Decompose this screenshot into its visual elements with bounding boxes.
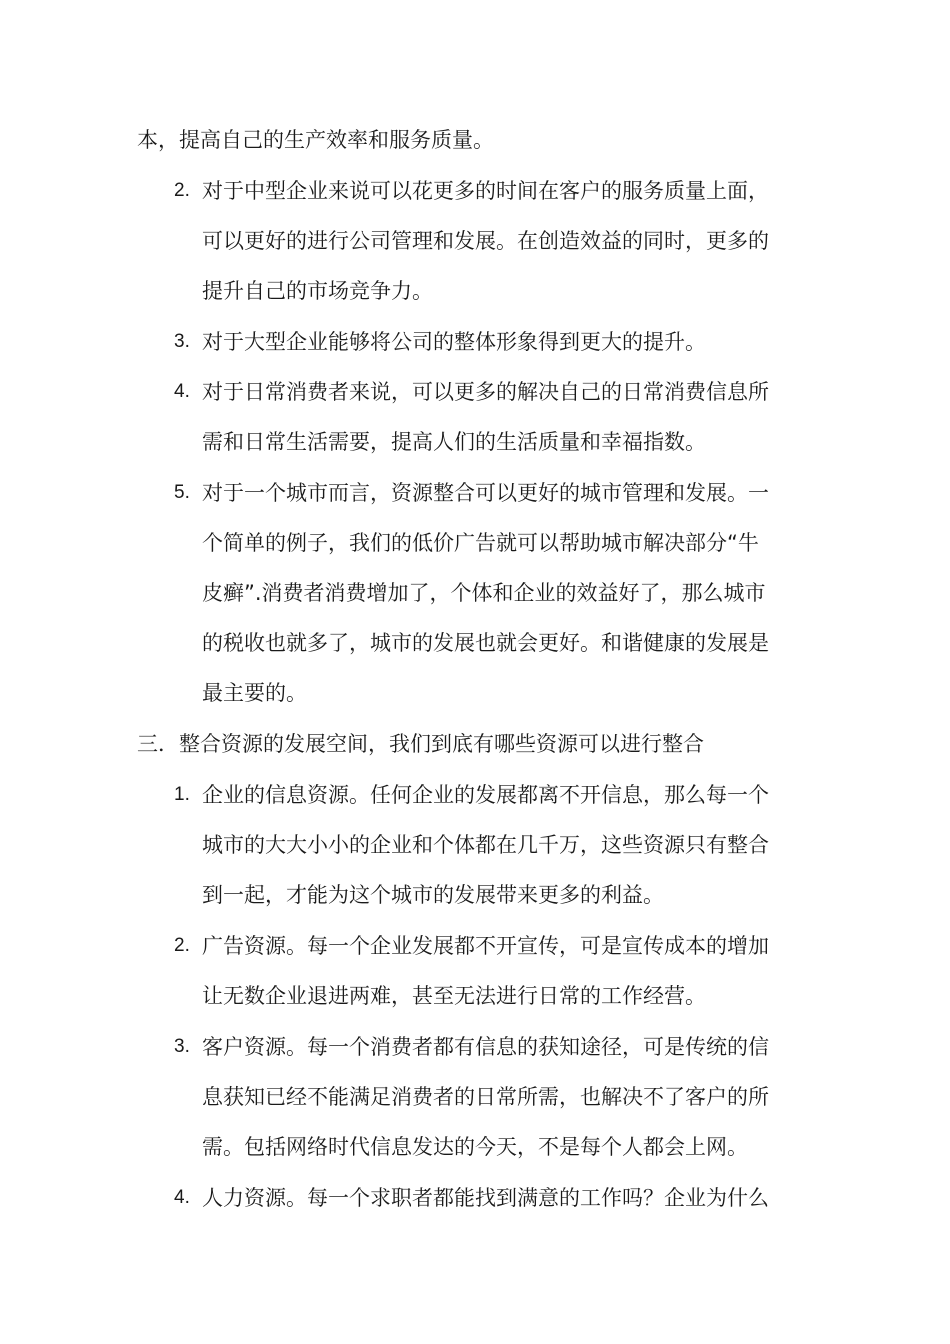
list-item-line: 需和日常生活需要，提高人们的生活质量和幸福指数。 — [202, 430, 706, 454]
list-item-line: 皮癣”.消费者消费增加了，个体和企业的效益好了，那么城市 — [202, 581, 766, 605]
list-item-line: 个简单的例子，我们的低价广告就可以帮助城市解决部分“牛 — [202, 531, 759, 555]
list-number: 5. — [174, 482, 190, 503]
list-item-line: 提升自己的市场竞争力。 — [202, 279, 433, 303]
list-item-line: 到一起，才能为这个城市的发展带来更多的利益。 — [202, 883, 664, 907]
list-item-line: 让无数企业退进两难，甚至无法进行日常的工作经营。 — [202, 984, 706, 1008]
list-number: 3. — [174, 1036, 190, 1057]
list-item-line: 对于一个城市而言，资源整合可以更好的城市管理和发展。一 — [202, 481, 769, 505]
list-item-line: 广告资源。每一个企业发展都不开宣传，可是宣传成本的增加 — [202, 934, 769, 958]
list-item-line: 企业的信息资源。任何企业的发展都离不开信息，那么每一个 — [202, 783, 769, 807]
list-number: 2. — [174, 935, 190, 956]
list-item-line: 最主要的。 — [202, 681, 307, 705]
list-item-line: 对于中型企业来说可以花更多的时间在客户的服务质量上面， — [202, 179, 769, 203]
list-item-line: 对于日常消费者来说，可以更多的解决自己的日常消费信息所 — [202, 380, 769, 404]
section-heading: 三．整合资源的发展空间，我们到底有哪些资源可以进行整合 — [137, 732, 704, 756]
list-number: 4. — [174, 381, 190, 402]
list-item-line: 城市的大大小小的企业和个体都在几千万，这些资源只有整合 — [202, 833, 769, 857]
list-number: 2. — [174, 180, 190, 201]
list-item-line: 对于大型企业能够将公司的整体形象得到更大的提升。 — [202, 330, 706, 354]
list-number: 1. — [174, 784, 190, 805]
list-item-line: 人力资源。每一个求职者都能找到满意的工作吗？企业为什么 — [202, 1186, 769, 1210]
list-number: 4. — [174, 1187, 190, 1208]
list-number: 3. — [174, 331, 190, 352]
list-item-line: 需。包括网络时代信息发达的今天，不是每个人都会上网。 — [202, 1135, 748, 1159]
paragraph-line: 本，提高自己的生产效率和服务质量。 — [137, 128, 494, 152]
list-item-line: 息获知已经不能满足消费者的日常所需，也解决不了客户的所 — [202, 1085, 769, 1109]
list-item-line: 的税收也就多了，城市的发展也就会更好。和谐健康的发展是 — [202, 631, 769, 655]
list-item-line: 可以更好的进行公司管理和发展。在创造效益的同时，更多的 — [202, 229, 769, 253]
list-item-line: 客户资源。每一个消费者都有信息的获知途径，可是传统的信 — [202, 1035, 769, 1059]
